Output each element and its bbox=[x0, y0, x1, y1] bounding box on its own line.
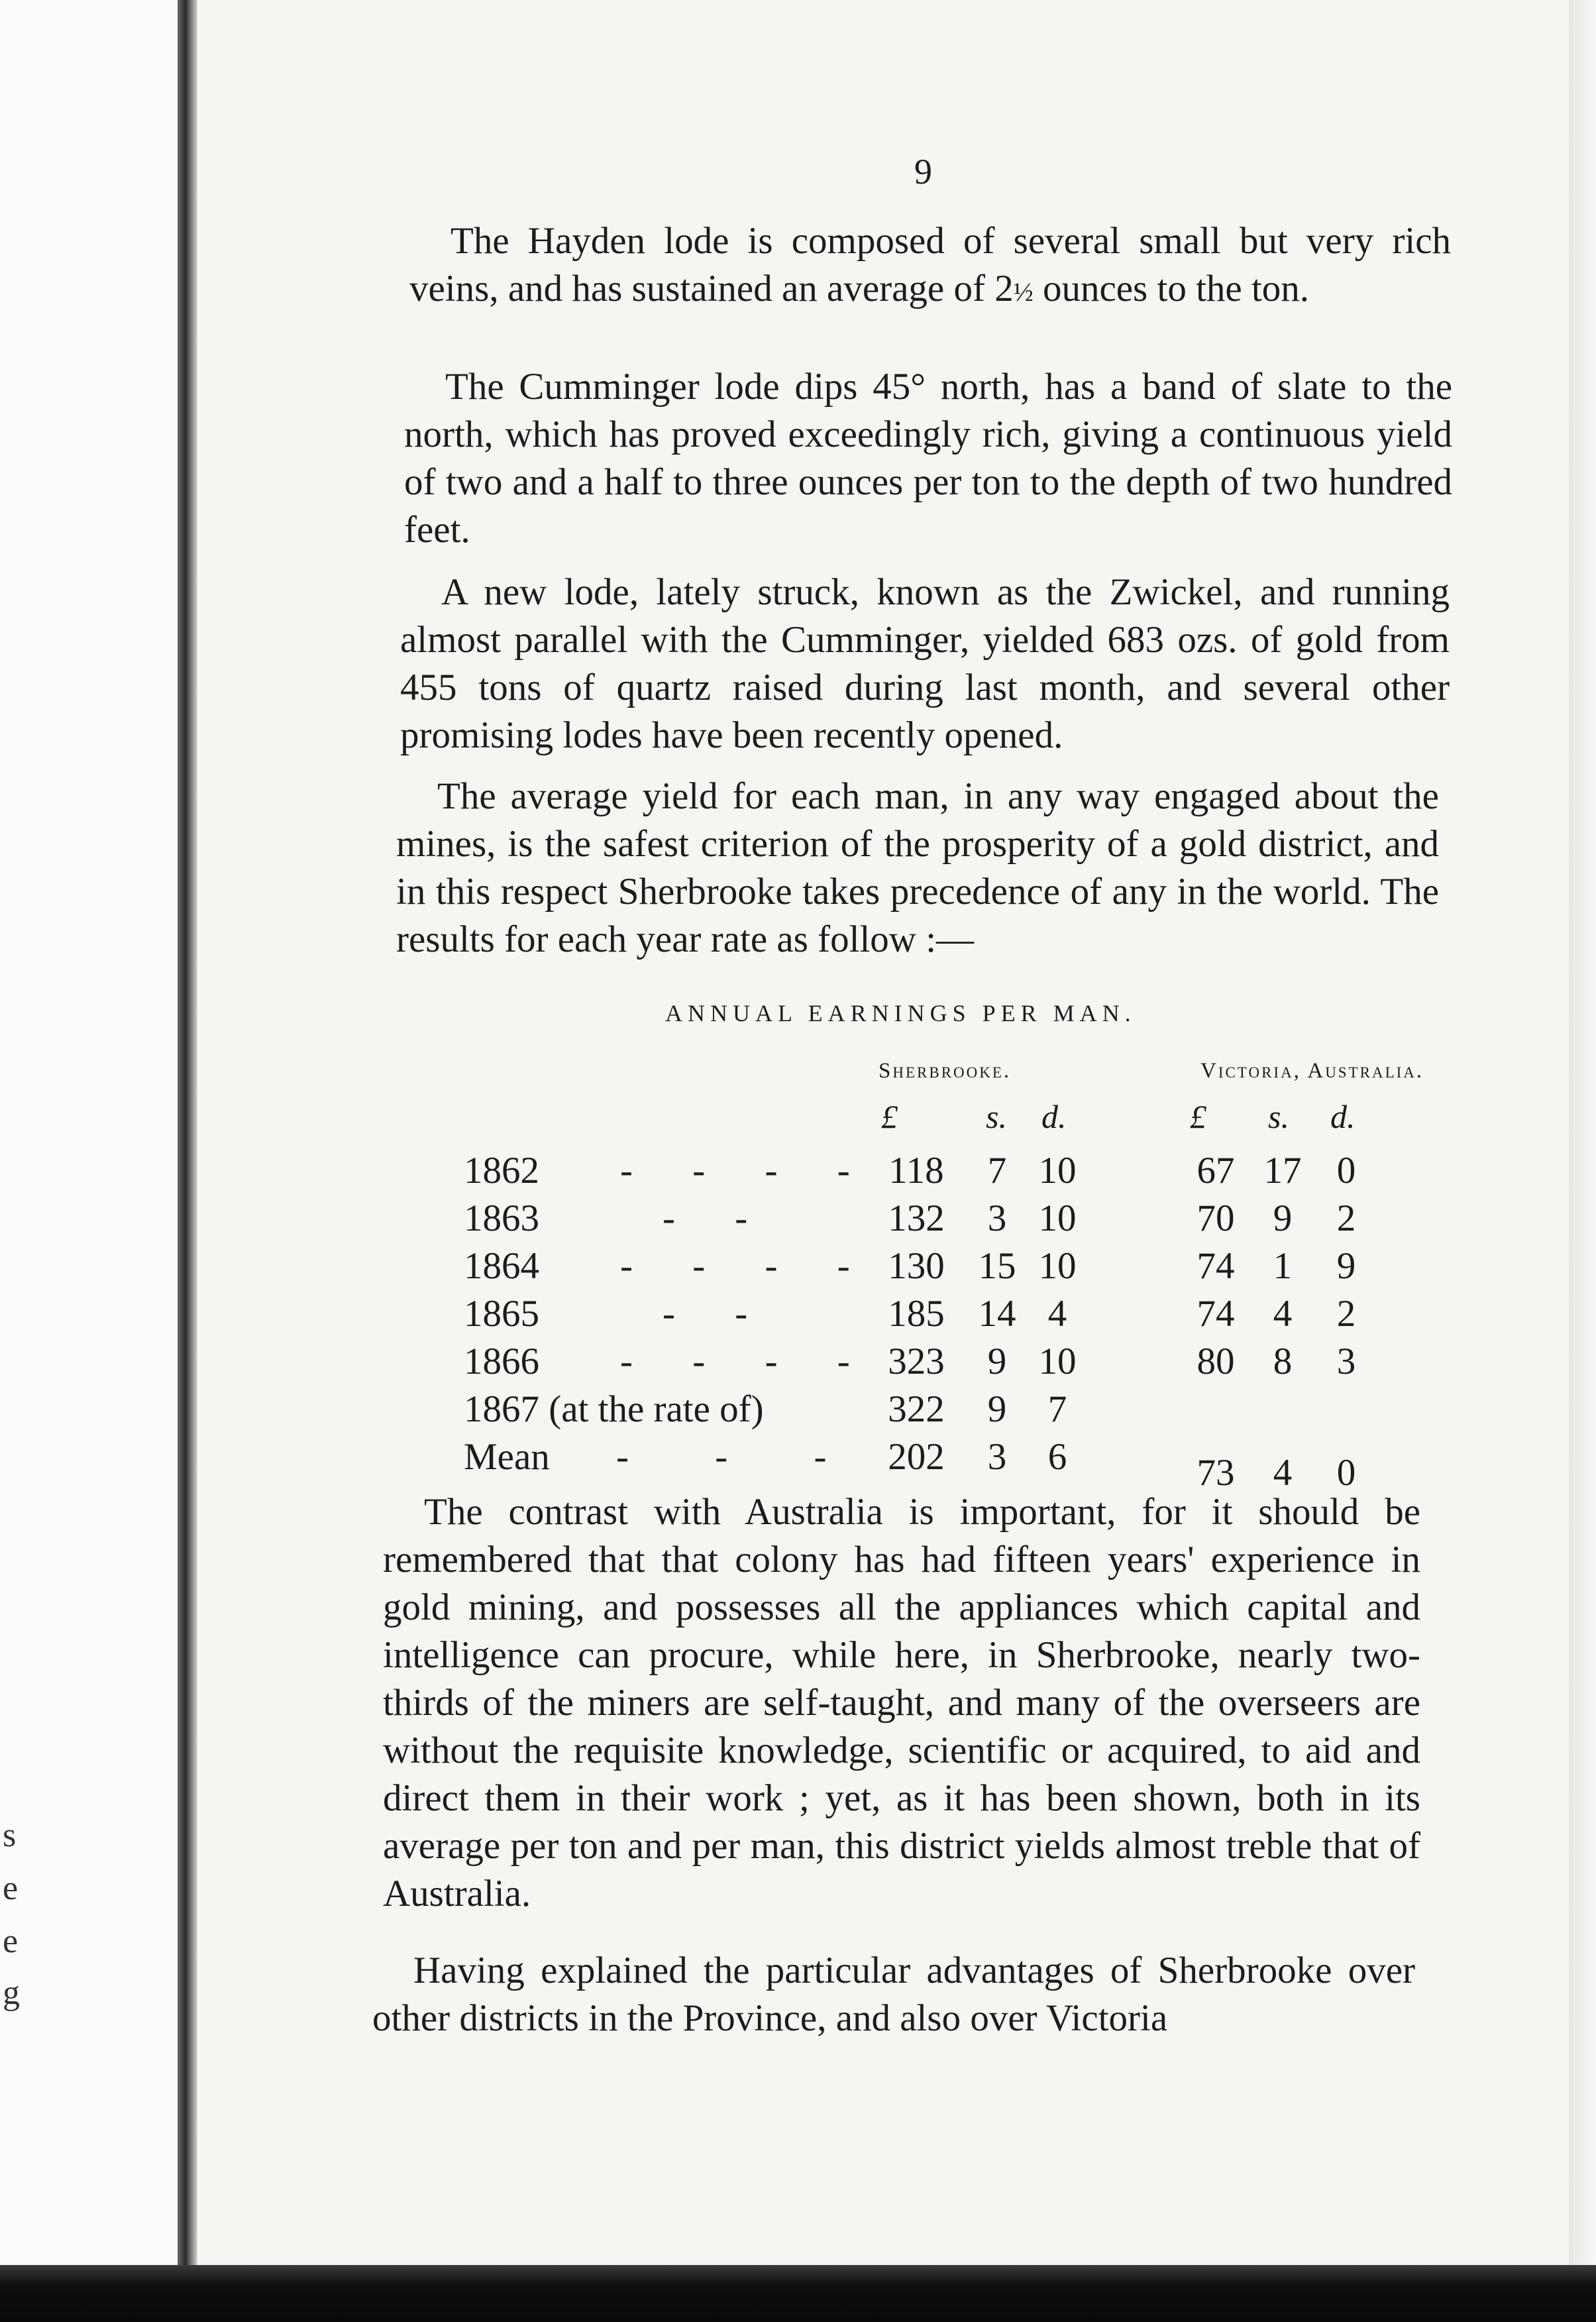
table-title: ANNUAL EARNINGS PER MAN. bbox=[665, 1000, 1136, 1026]
sherbrooke-shillings: 3 bbox=[987, 1197, 1007, 1239]
row-leader: - - - - bbox=[620, 1245, 875, 1287]
unit-pence: d. bbox=[1041, 1098, 1067, 1135]
table-row bbox=[464, 1435, 1438, 1494]
row-year: 1867 (at the rate of) bbox=[464, 1388, 764, 1430]
row-leader: - - bbox=[663, 1197, 773, 1239]
page-gutter bbox=[0, 0, 199, 2322]
table-row bbox=[464, 1388, 1438, 1437]
sherbrooke-pence: 10 bbox=[1038, 1197, 1077, 1239]
table-row bbox=[464, 1340, 1438, 1389]
victoria-pence: 3 bbox=[1336, 1341, 1356, 1382]
victoria-pence: 9 bbox=[1336, 1245, 1356, 1287]
page-number: 9 bbox=[914, 152, 932, 192]
victoria-pounds: 73 bbox=[1197, 1452, 1235, 1494]
margin-bleed-letter: e bbox=[3, 1922, 19, 1960]
paragraph-text: The Hayden lode is composed of several small but very rich veins, and has sustained an average of 2 bbox=[409, 220, 1451, 309]
row-year: 1863 bbox=[464, 1197, 539, 1239]
victoria-shillings: 4 bbox=[1273, 1452, 1293, 1494]
sherbrooke-pounds: 118 bbox=[888, 1150, 944, 1191]
sherbrooke-pounds: 132 bbox=[888, 1197, 945, 1239]
victoria-pounds: 74 bbox=[1197, 1245, 1235, 1287]
row-year: 1862 bbox=[464, 1150, 539, 1191]
paragraph: The contrast with Australia is important, for it should be remembered that that colony has had fifteen years' experience in gold mining, and possesses all the appliances which capital and intelligence can procure, while here, in Sherbrooke, nearly two-thirds of the miners are self-taught, and many of the overseers are without the requisite knowledge, scientific or acquired, to aid and direct them in their work ; yet, as it has been shown, both in its average per ton and per man, this district yields almost treble that of Australia. bbox=[383, 1491, 1420, 1914]
row-year: 1864 bbox=[464, 1245, 539, 1287]
victoria-pence: 0 bbox=[1336, 1452, 1356, 1494]
binding-shadow bbox=[178, 0, 197, 2322]
sherbrooke-shillings: 9 bbox=[987, 1341, 1007, 1382]
margin-bleed-letter: s bbox=[3, 1816, 17, 1854]
row-leader: - - - - bbox=[620, 1150, 875, 1191]
sherbrooke-pounds: 323 bbox=[888, 1341, 945, 1382]
unit-shillings: s. bbox=[1268, 1098, 1289, 1135]
sherbrooke-shillings: 15 bbox=[978, 1245, 1016, 1287]
sherbrooke-shillings: 9 bbox=[987, 1388, 1007, 1430]
table-row bbox=[464, 1149, 1438, 1198]
unit-pounds: £ bbox=[881, 1098, 898, 1135]
column-header-victoria: Victoria, Australia. bbox=[1200, 1059, 1424, 1083]
paragraph: Having explained the particular advantages of Sherbrooke over other districts in the Province, and also over Victoria bbox=[372, 1950, 1415, 2039]
victoria-pence: 0 bbox=[1336, 1150, 1356, 1191]
margin-bleed-letter: e bbox=[3, 1869, 19, 1907]
row-year: 1865 bbox=[464, 1293, 539, 1335]
sherbrooke-pounds: 185 bbox=[888, 1293, 945, 1335]
table-row bbox=[464, 1292, 1438, 1341]
row-year: Mean bbox=[464, 1436, 550, 1478]
sherbrooke-pounds: 130 bbox=[888, 1245, 945, 1287]
column-header-sherbrooke: Sherbrooke. bbox=[878, 1059, 1012, 1083]
sherbrooke-pounds: 202 bbox=[888, 1436, 945, 1478]
victoria-pounds: 67 bbox=[1197, 1150, 1235, 1191]
sherbrooke-pence: 10 bbox=[1038, 1150, 1077, 1191]
fraction: ½ bbox=[1013, 277, 1034, 307]
page-edge bbox=[1569, 0, 1596, 2266]
victoria-pence: 2 bbox=[1336, 1197, 1356, 1239]
sherbrooke-shillings: 3 bbox=[987, 1436, 1007, 1478]
victoria-shillings: 8 bbox=[1273, 1341, 1293, 1382]
sherbrooke-shillings: 7 bbox=[987, 1150, 1007, 1191]
victoria-pounds: 70 bbox=[1197, 1197, 1235, 1239]
row-leader: - - bbox=[663, 1293, 773, 1335]
paragraph bbox=[409, 217, 1451, 316]
sherbrooke-shillings: 14 bbox=[978, 1293, 1016, 1335]
sherbrooke-pence: 10 bbox=[1038, 1341, 1077, 1382]
sherbrooke-pence: 7 bbox=[1047, 1388, 1067, 1430]
sherbrooke-pence: 10 bbox=[1038, 1245, 1077, 1287]
sherbrooke-pounds: 322 bbox=[888, 1388, 945, 1430]
victoria-shillings: 9 bbox=[1273, 1197, 1293, 1239]
table-row bbox=[464, 1244, 1438, 1294]
paragraph: The average yield for each man, in any way engaged about the mines, is the safest criterion of the prosperity of a gold district, and in this respect Sherbrooke takes precedence of any in the world. The results for each year rate as follow :— bbox=[396, 775, 1439, 960]
victoria-pence: 2 bbox=[1336, 1293, 1356, 1335]
victoria-shillings: 4 bbox=[1273, 1293, 1293, 1335]
scan-border bbox=[0, 2265, 1596, 2322]
victoria-shillings: 1 bbox=[1273, 1245, 1293, 1287]
sherbrooke-pence: 4 bbox=[1047, 1293, 1067, 1335]
paragraph: The Cumminger lode dips 45° north, has a band of slate to the north, which has proved exceedingly rich, giving a continuous yield of two and a half to three ounces per ton to the depth of two hundred feet. bbox=[404, 366, 1452, 551]
table-row bbox=[464, 1197, 1438, 1246]
unit-pounds: £ bbox=[1190, 1098, 1206, 1135]
row-year: 1866 bbox=[464, 1341, 539, 1382]
row-leader: - - - bbox=[616, 1436, 865, 1478]
victoria-shillings: 17 bbox=[1263, 1150, 1302, 1191]
sherbrooke-pence: 6 bbox=[1047, 1436, 1067, 1478]
paragraph-text: ounces to the ton. bbox=[1033, 268, 1310, 309]
paragraph: A new lode, lately struck, known as the Zwickel, and running almost parallel with the Cumminger, yielded 683 ozs. of gold from 455 tons of quartz raised during last month, and several other promising lodes have been recently opened. bbox=[400, 571, 1450, 756]
margin-bleed-letter: g bbox=[3, 1974, 20, 2012]
unit-shillings: s. bbox=[986, 1098, 1007, 1135]
row-leader: - - - - bbox=[620, 1341, 875, 1382]
victoria-pounds: 80 bbox=[1197, 1341, 1235, 1382]
victoria-pounds: 74 bbox=[1197, 1293, 1235, 1335]
unit-pence: d. bbox=[1330, 1098, 1356, 1135]
